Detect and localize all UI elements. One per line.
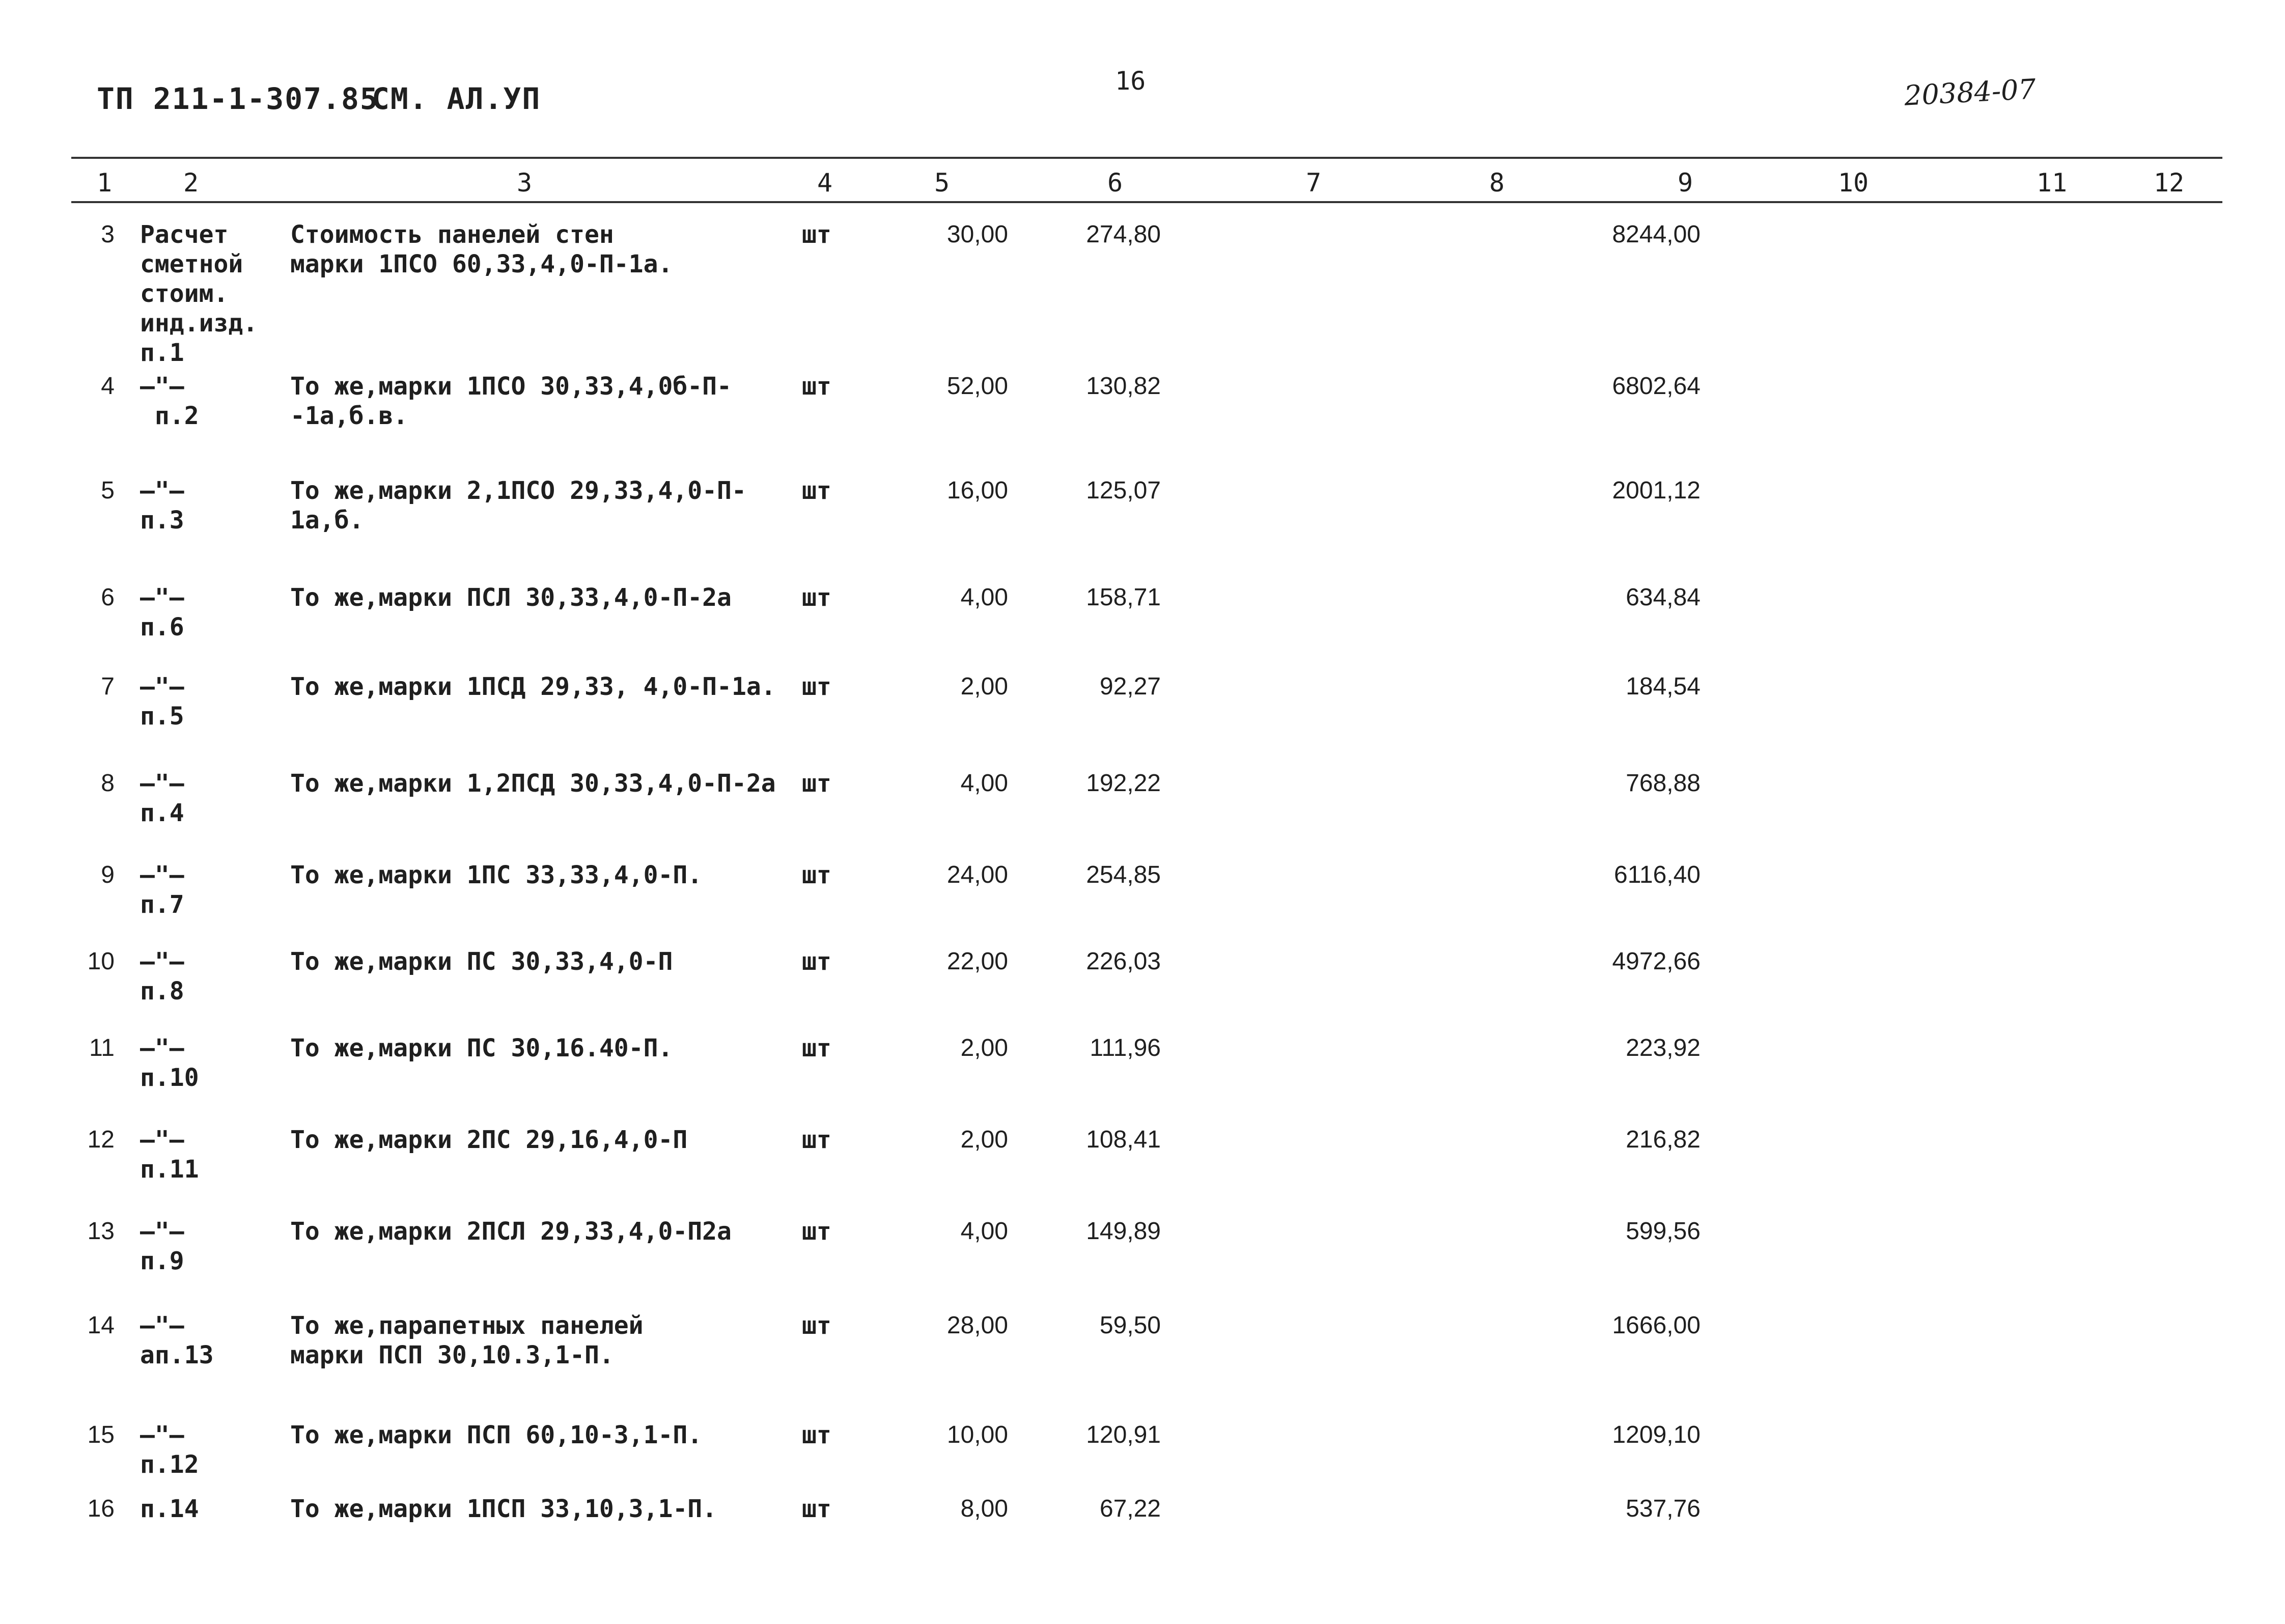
row-total: 2001,12 bbox=[1612, 477, 1701, 504]
column-number: 7 bbox=[1305, 168, 1322, 198]
row-description: То же,марки ПС 30,33,4,0-П bbox=[290, 947, 673, 976]
row-reference: —"— п.6 bbox=[140, 583, 184, 641]
row-total: 6802,64 bbox=[1612, 373, 1701, 400]
row-unit-price: 108,41 bbox=[1086, 1126, 1161, 1153]
row-quantity: 10,00 bbox=[946, 1421, 1008, 1448]
row-unit-price: 254,85 bbox=[1086, 861, 1161, 888]
table-top-rule bbox=[71, 157, 2222, 159]
row-number: 15 bbox=[87, 1421, 115, 1448]
row-description: То же,марки ПСП 60,10-3,1-П. bbox=[290, 1421, 703, 1449]
row-description: То же,марки ПС 30,16.40-П. bbox=[290, 1034, 673, 1062]
row-total: 8244,00 bbox=[1612, 221, 1701, 248]
row-unit: шт bbox=[802, 1034, 831, 1062]
row-reference: п.14 bbox=[140, 1495, 199, 1523]
row-total: 768,88 bbox=[1626, 770, 1701, 797]
row-description: То же,марки 2ПСЛ 29,33,4,0-П2а bbox=[290, 1217, 732, 1246]
row-description: То же,марки 2,1ПСО 29,33,4,0-П- 1а,б. bbox=[290, 477, 746, 535]
row-number: 7 bbox=[101, 673, 115, 700]
row-quantity: 24,00 bbox=[946, 861, 1008, 888]
row-number: 14 bbox=[87, 1312, 115, 1339]
column-number: 9 bbox=[1677, 168, 1693, 198]
row-total: 6116,40 bbox=[1614, 861, 1701, 888]
row-reference: —"— п.7 bbox=[140, 861, 184, 919]
row-unit: шт bbox=[802, 769, 831, 798]
column-number: 11 bbox=[2036, 168, 2068, 198]
row-quantity: 4,00 bbox=[960, 770, 1008, 797]
row-unit-price: 111,96 bbox=[1090, 1034, 1161, 1061]
column-number: 8 bbox=[1489, 168, 1505, 198]
row-unit: шт bbox=[802, 1311, 831, 1340]
row-total: 4972,66 bbox=[1612, 948, 1701, 975]
column-number: 6 bbox=[1107, 168, 1123, 198]
row-unit-price: 192,22 bbox=[1086, 770, 1161, 797]
row-reference: —"— п.10 bbox=[140, 1034, 199, 1092]
row-number: 6 bbox=[101, 584, 115, 611]
row-description: То же,марки 1ПСП 33,10,3,1-П. bbox=[290, 1495, 717, 1523]
row-quantity: 16,00 bbox=[946, 477, 1008, 504]
row-total: 1209,10 bbox=[1612, 1421, 1701, 1448]
row-quantity: 30,00 bbox=[946, 221, 1008, 248]
row-unit-price: 274,80 bbox=[1086, 221, 1161, 248]
row-reference: —"— п.4 bbox=[140, 769, 184, 827]
row-description: То же,парапетных панелей марки ПСП 30,10.3,1-П. bbox=[290, 1311, 644, 1369]
column-number: 1 bbox=[96, 168, 113, 198]
row-unit: шт bbox=[802, 1217, 831, 1246]
row-unit-price: 67,22 bbox=[1099, 1495, 1161, 1522]
row-description: Стоимость панелей стен марки 1ПСО 60,33,4,0-П-1а. bbox=[290, 220, 673, 278]
row-quantity: 4,00 bbox=[960, 584, 1008, 611]
row-description: То же,марки 1,2ПСД 30,33,4,0-П-2а bbox=[290, 769, 776, 798]
column-number: 5 bbox=[934, 168, 950, 198]
row-unit-price: 130,82 bbox=[1086, 373, 1161, 400]
archive-number: 20384-07 bbox=[1903, 73, 2037, 112]
row-reference: Расчет сметной стоим. инд.изд. п.1 bbox=[140, 220, 258, 367]
row-reference: —"— ап.13 bbox=[140, 1311, 214, 1369]
row-reference: —"— п.12 bbox=[140, 1421, 199, 1479]
row-unit-price: 92,27 bbox=[1099, 673, 1161, 700]
row-unit: шт bbox=[802, 1126, 831, 1154]
row-quantity: 4,00 bbox=[960, 1218, 1008, 1245]
row-description: То же,марки 2ПС 29,16,4,0-П bbox=[290, 1126, 688, 1154]
row-description: То же,марки 1ПСД 29,33, 4,0-П-1а. bbox=[290, 673, 776, 701]
row-reference: —"— п.3 bbox=[140, 477, 184, 535]
row-unit-price: 149,89 bbox=[1086, 1218, 1161, 1245]
page-number: 16 bbox=[1115, 66, 1146, 96]
row-description: То же,марки 1ПС 33,33,4,0-П. bbox=[290, 861, 703, 889]
row-quantity: 2,00 bbox=[960, 673, 1008, 700]
row-quantity: 22,00 bbox=[946, 948, 1008, 975]
row-quantity: 28,00 bbox=[946, 1312, 1008, 1339]
row-unit: шт bbox=[802, 583, 831, 612]
row-unit-price: 59,50 bbox=[1099, 1312, 1161, 1339]
row-total: 537,76 bbox=[1626, 1495, 1701, 1522]
row-quantity: 8,00 bbox=[960, 1495, 1008, 1522]
row-unit-price: 120,91 bbox=[1086, 1421, 1161, 1448]
row-unit: шт bbox=[802, 372, 831, 401]
row-reference: —"— п.5 bbox=[140, 673, 184, 731]
column-number: 10 bbox=[1837, 168, 1869, 198]
row-number: 11 bbox=[89, 1034, 115, 1061]
row-number: 16 bbox=[87, 1495, 115, 1522]
row-unit: шт bbox=[802, 1421, 831, 1449]
row-number: 12 bbox=[87, 1126, 115, 1153]
row-reference: —"— п.2 bbox=[140, 372, 199, 430]
row-number: 3 bbox=[101, 221, 115, 248]
table-header-rule bbox=[71, 201, 2222, 203]
row-reference: —"— п.8 bbox=[140, 947, 184, 1005]
row-reference: —"— п.11 bbox=[140, 1126, 199, 1184]
row-number: 10 bbox=[87, 948, 115, 975]
row-quantity: 2,00 bbox=[960, 1034, 1008, 1061]
row-unit-price: 158,71 bbox=[1086, 584, 1161, 611]
doc-code: ТП 211-1-307.85 bbox=[97, 81, 379, 116]
row-description: То же,марки 1ПСО 30,33,4,0б-П- -1а,б.в. bbox=[290, 372, 732, 430]
row-quantity: 52,00 bbox=[946, 373, 1008, 400]
row-total: 223,92 bbox=[1626, 1034, 1701, 1061]
row-unit: шт bbox=[802, 220, 831, 249]
column-number: 12 bbox=[2153, 168, 2185, 198]
row-quantity: 2,00 bbox=[960, 1126, 1008, 1153]
row-unit: шт bbox=[802, 861, 831, 889]
row-unit: шт bbox=[802, 673, 831, 701]
row-unit-price: 226,03 bbox=[1086, 948, 1161, 975]
row-total: 1666,00 bbox=[1612, 1312, 1701, 1339]
row-total: 634,84 bbox=[1626, 584, 1701, 611]
doc-section: СМ. АЛ.УП bbox=[372, 81, 541, 116]
row-unit: шт bbox=[802, 1495, 831, 1523]
column-number: 2 bbox=[183, 168, 199, 198]
row-total: 599,56 bbox=[1626, 1218, 1701, 1245]
row-unit-price: 125,07 bbox=[1086, 477, 1161, 504]
column-number: 4 bbox=[817, 168, 833, 198]
row-unit: шт bbox=[802, 477, 831, 505]
row-total: 216,82 bbox=[1626, 1126, 1701, 1153]
row-number: 9 bbox=[101, 861, 115, 888]
row-description: То же,марки ПСЛ 30,33,4,0-П-2а bbox=[290, 583, 732, 612]
row-reference: —"— п.9 bbox=[140, 1217, 184, 1275]
row-number: 13 bbox=[87, 1218, 115, 1245]
column-number: 3 bbox=[516, 168, 533, 198]
row-unit: шт bbox=[802, 947, 831, 976]
row-number: 8 bbox=[101, 770, 115, 797]
row-number: 5 bbox=[101, 477, 115, 504]
row-total: 184,54 bbox=[1626, 673, 1701, 700]
row-number: 4 bbox=[101, 373, 115, 400]
